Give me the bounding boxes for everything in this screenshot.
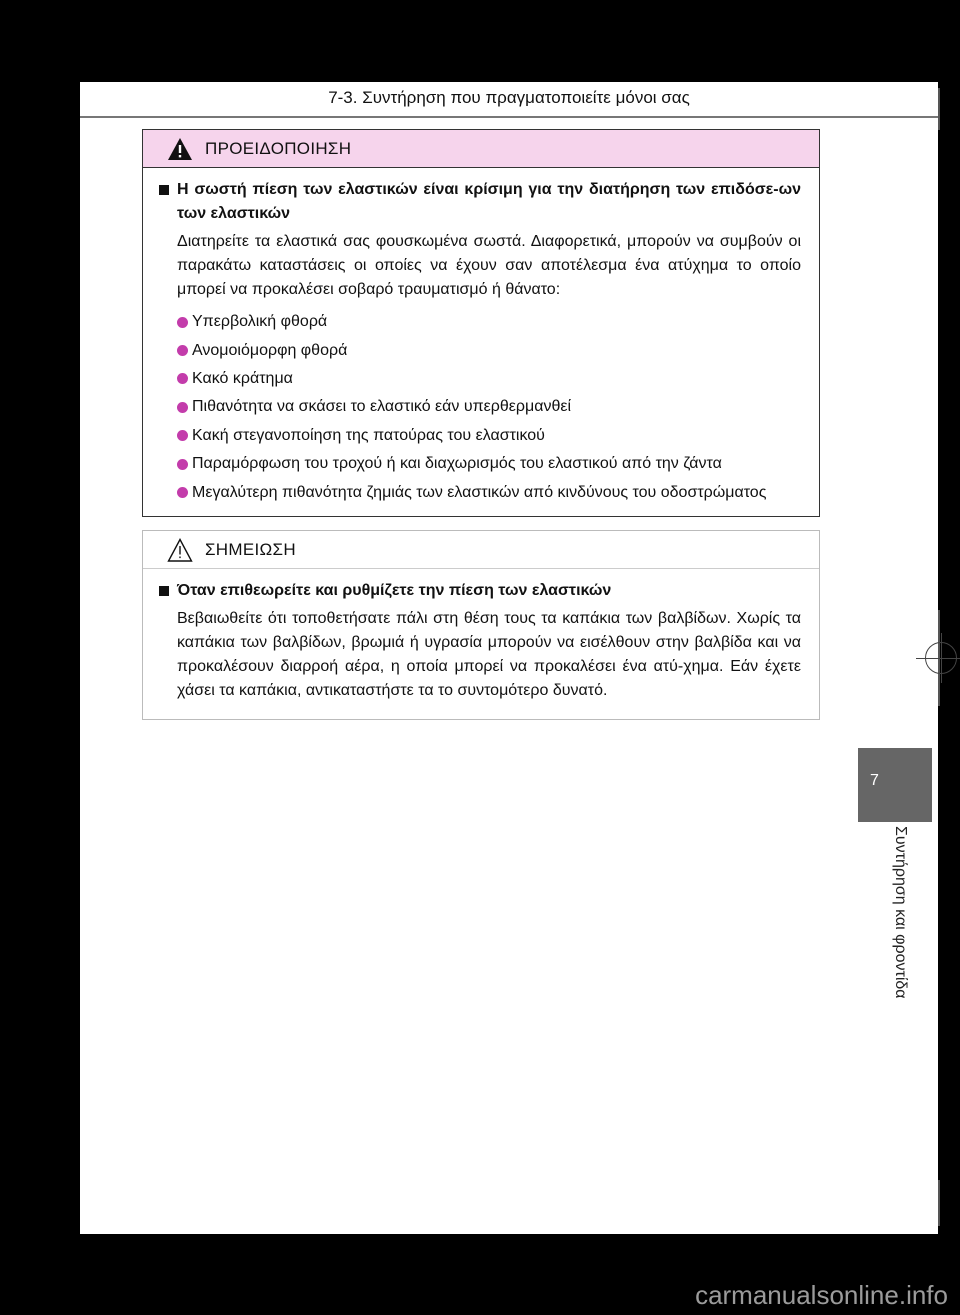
note-box xyxy=(142,530,820,720)
list-item: Κακό κράτημα xyxy=(177,365,801,393)
list-item: Υπερβολική φθορά xyxy=(177,308,801,336)
warning-title: Η σωστή πίεση των ελαστικών είναι κρίσιμη για την διατήρηση των επιδόσε-ων των ελαστικών xyxy=(177,181,801,222)
note-body: Βεβαιωθείτε ότι τοποθετήσατε πάλι στη θέση τους τα καπάκια των βαλβίδων. Χωρίς τα καπάκια των βαλβίδων, βρωμιά ή υγρασία μπορούν να εισέλθουν στην βαλβίδα και να προκαλέσουν διαρροή αέρα, η οποία μπορεί να προκαλέσει ένα ατύ-χημα. Εάν έχετε χάσει τα καπάκια, αντικαταστήστε τα το συντομότερο δυνατό. xyxy=(177,610,801,699)
warning-body: Διατηρείτε τα ελαστικά σας φουσκωμένα σωστά. Διαφορετικά, μπορούν να συμβούν οι παρακάτω καταστάσεις οι οποίες να έχουν σαν αποτέλεσμα ένα ατύχημα το οποίο μπορεί να προκαλέσει σοβαρό τραυματισμό ή θάνατο: xyxy=(177,233,801,298)
note-header xyxy=(143,531,819,569)
bullet-dot-icon xyxy=(177,373,188,384)
warning-box xyxy=(142,129,820,517)
warning-heading: ΠΡΟΕΙΔΟΠΟΙΗΣΗ xyxy=(205,138,352,158)
list-item: Παραμόρφωση του τροχού ή και διαχωρισμός του ελαστικού από την ζάντα xyxy=(177,450,801,478)
warning-list xyxy=(157,308,801,507)
bullet-dot-icon xyxy=(177,459,188,470)
crop-mark xyxy=(938,88,940,130)
header-divider xyxy=(80,116,938,118)
manual-page xyxy=(80,82,938,1234)
bullet-dot-icon xyxy=(177,317,188,328)
note-triangle-icon xyxy=(167,538,193,562)
bullet-dot-icon xyxy=(177,402,188,413)
list-item: Κακή στεγανοποίηση της πατούρας του ελαστικού xyxy=(177,422,801,450)
list-item: Πιθανότητα να σκάσει το ελαστικό εάν υπερθερμανθεί xyxy=(177,393,801,421)
warning-title-row xyxy=(157,178,801,226)
list-item: Μεγαλύτερη πιθανότητα ζημιάς των ελαστικών από κινδύνους του οδοστρώματος xyxy=(177,478,801,506)
watermark: carmanualsonline.info xyxy=(695,1280,948,1310)
bullet-dot-icon xyxy=(177,430,188,441)
bullet-dot-icon xyxy=(177,345,188,356)
warning-header xyxy=(143,130,819,168)
warning-triangle-icon xyxy=(167,137,193,161)
square-bullet-icon xyxy=(159,586,169,596)
chapter-tab xyxy=(858,748,932,822)
registration-mark-icon xyxy=(925,642,957,674)
list-item: Ανομοιόμορφη φθορά xyxy=(177,336,801,364)
bullet-dot-icon xyxy=(177,487,188,498)
crop-mark xyxy=(938,1180,940,1226)
chapter-number: 7 xyxy=(870,772,879,789)
section-title: 7-3. Συντήρηση που πραγματοποιείτε μόνοι σας xyxy=(328,88,690,107)
square-bullet-icon xyxy=(159,185,169,195)
note-title: Όταν επιθεωρείτε και ρυθμίζετε την πίεση των ελαστικών xyxy=(177,582,612,599)
note-heading: ΣΗΜΕΙΩΣΗ xyxy=(205,539,296,559)
note-title-row xyxy=(157,579,801,603)
chapter-label: Συντήρηση και φροντίδα xyxy=(892,826,909,999)
